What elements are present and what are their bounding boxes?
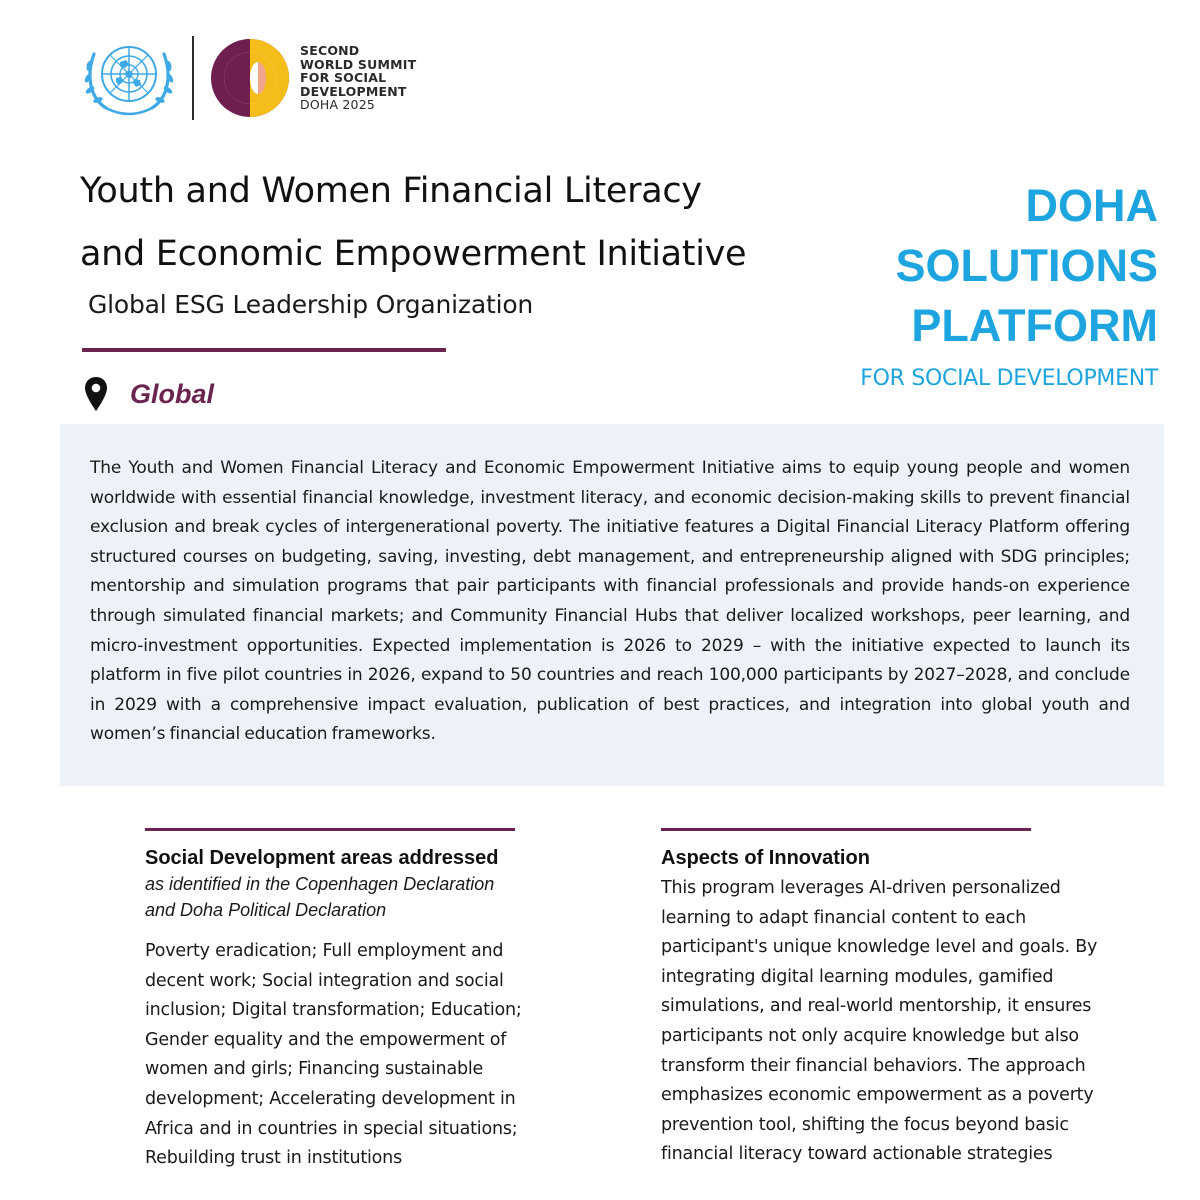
platform-line: PLATFORM — [911, 300, 1158, 351]
social-areas-section — [145, 828, 555, 1174]
location — [84, 376, 214, 412]
social-areas-body: Poverty eradication; Full employment and decent work; Social integration and social inclusion; Digital transformation; Education; Gender equality and the empowerment of women and girls; Financing sustainable development; Accelerating development in Africa and in countries in special situations; Rebuilding trust in institutions — [145, 941, 522, 1169]
summary-box — [60, 424, 1164, 786]
platform-line: SOLUTIONS — [895, 240, 1158, 291]
logo-divider — [192, 36, 194, 120]
innovation-body: This program leverages AI-driven personalized learning to adapt financial content to each participant's unique knowledge level and goals. By integrating digital learning modules, gamified simulations, and real-world mentorship, it ensures participants not only acquire knowledge but also transform their financial behaviors. The approach emphasizes economic empowerment as a poverty prevention tool, shifting the focus beyond basic financial literacy toward actionable strategies — [661, 878, 1098, 1165]
title-line: and Economic Empowerment Initiative — [80, 234, 747, 274]
title-divider — [82, 348, 446, 352]
header-logos — [76, 32, 416, 124]
summit-name: SECOND WORLD SUMMIT FOR SOCIAL DEVELOPMENT DOHA 2025 — [300, 43, 417, 113]
section-divider — [145, 828, 515, 831]
innovation-section — [661, 828, 1101, 1170]
title-line: Youth and Women Financial Literacy — [80, 171, 702, 211]
un-emblem-icon — [76, 34, 182, 122]
social-areas-subheading: as identified in the Copenhagen Declaration and Doha Political Declaration — [145, 874, 495, 920]
summit-emblem-icon — [208, 36, 292, 120]
initiative-title — [80, 160, 820, 286]
innovation-heading: Aspects of Innovation — [661, 847, 870, 869]
map-pin-icon — [84, 376, 108, 412]
section-divider — [661, 828, 1031, 831]
social-areas-heading: Social Development areas addressed — [145, 847, 499, 869]
location-label: Global — [130, 378, 215, 409]
platform-line: DOHA — [1025, 180, 1158, 231]
platform-title — [895, 176, 1158, 356]
organization-name: Global ESG Leadership Organization — [88, 290, 534, 319]
platform-subtitle: FOR SOCIAL DEVELOPMENT — [860, 366, 1158, 391]
summary-text: The Youth and Women Financial Literacy and Economic Empowerment Initiative aims to equip young people and women worldwide with essential financial knowledge, investment literacy, and economic decision-making skills to prevent financial exclusion and break cycles of intergenerational poverty. The initiative features a Digital Financial Literacy Platform offering structured courses on budgeting, saving, investing, debt management, and entrepreneurship aligned with SDG principles; mentorship and simulation programs that pair participants with financial professionals and provide hands-on experience through simulated financial markets; and Community Financial Hubs that deliver localized workshops, peer learning, and micro-investment opportunities. Expected implementation is 2026 to 2029 – with the initiative expected to launch its platform in five pilot countries in 2026, expand to 50 countries and reach 100,000 participants by 2027–2028, and conclude in 2029 with a comprehensive impact evaluation, publication of best practices, and integration into global youth and women’s financial education frameworks. — [90, 458, 1130, 745]
